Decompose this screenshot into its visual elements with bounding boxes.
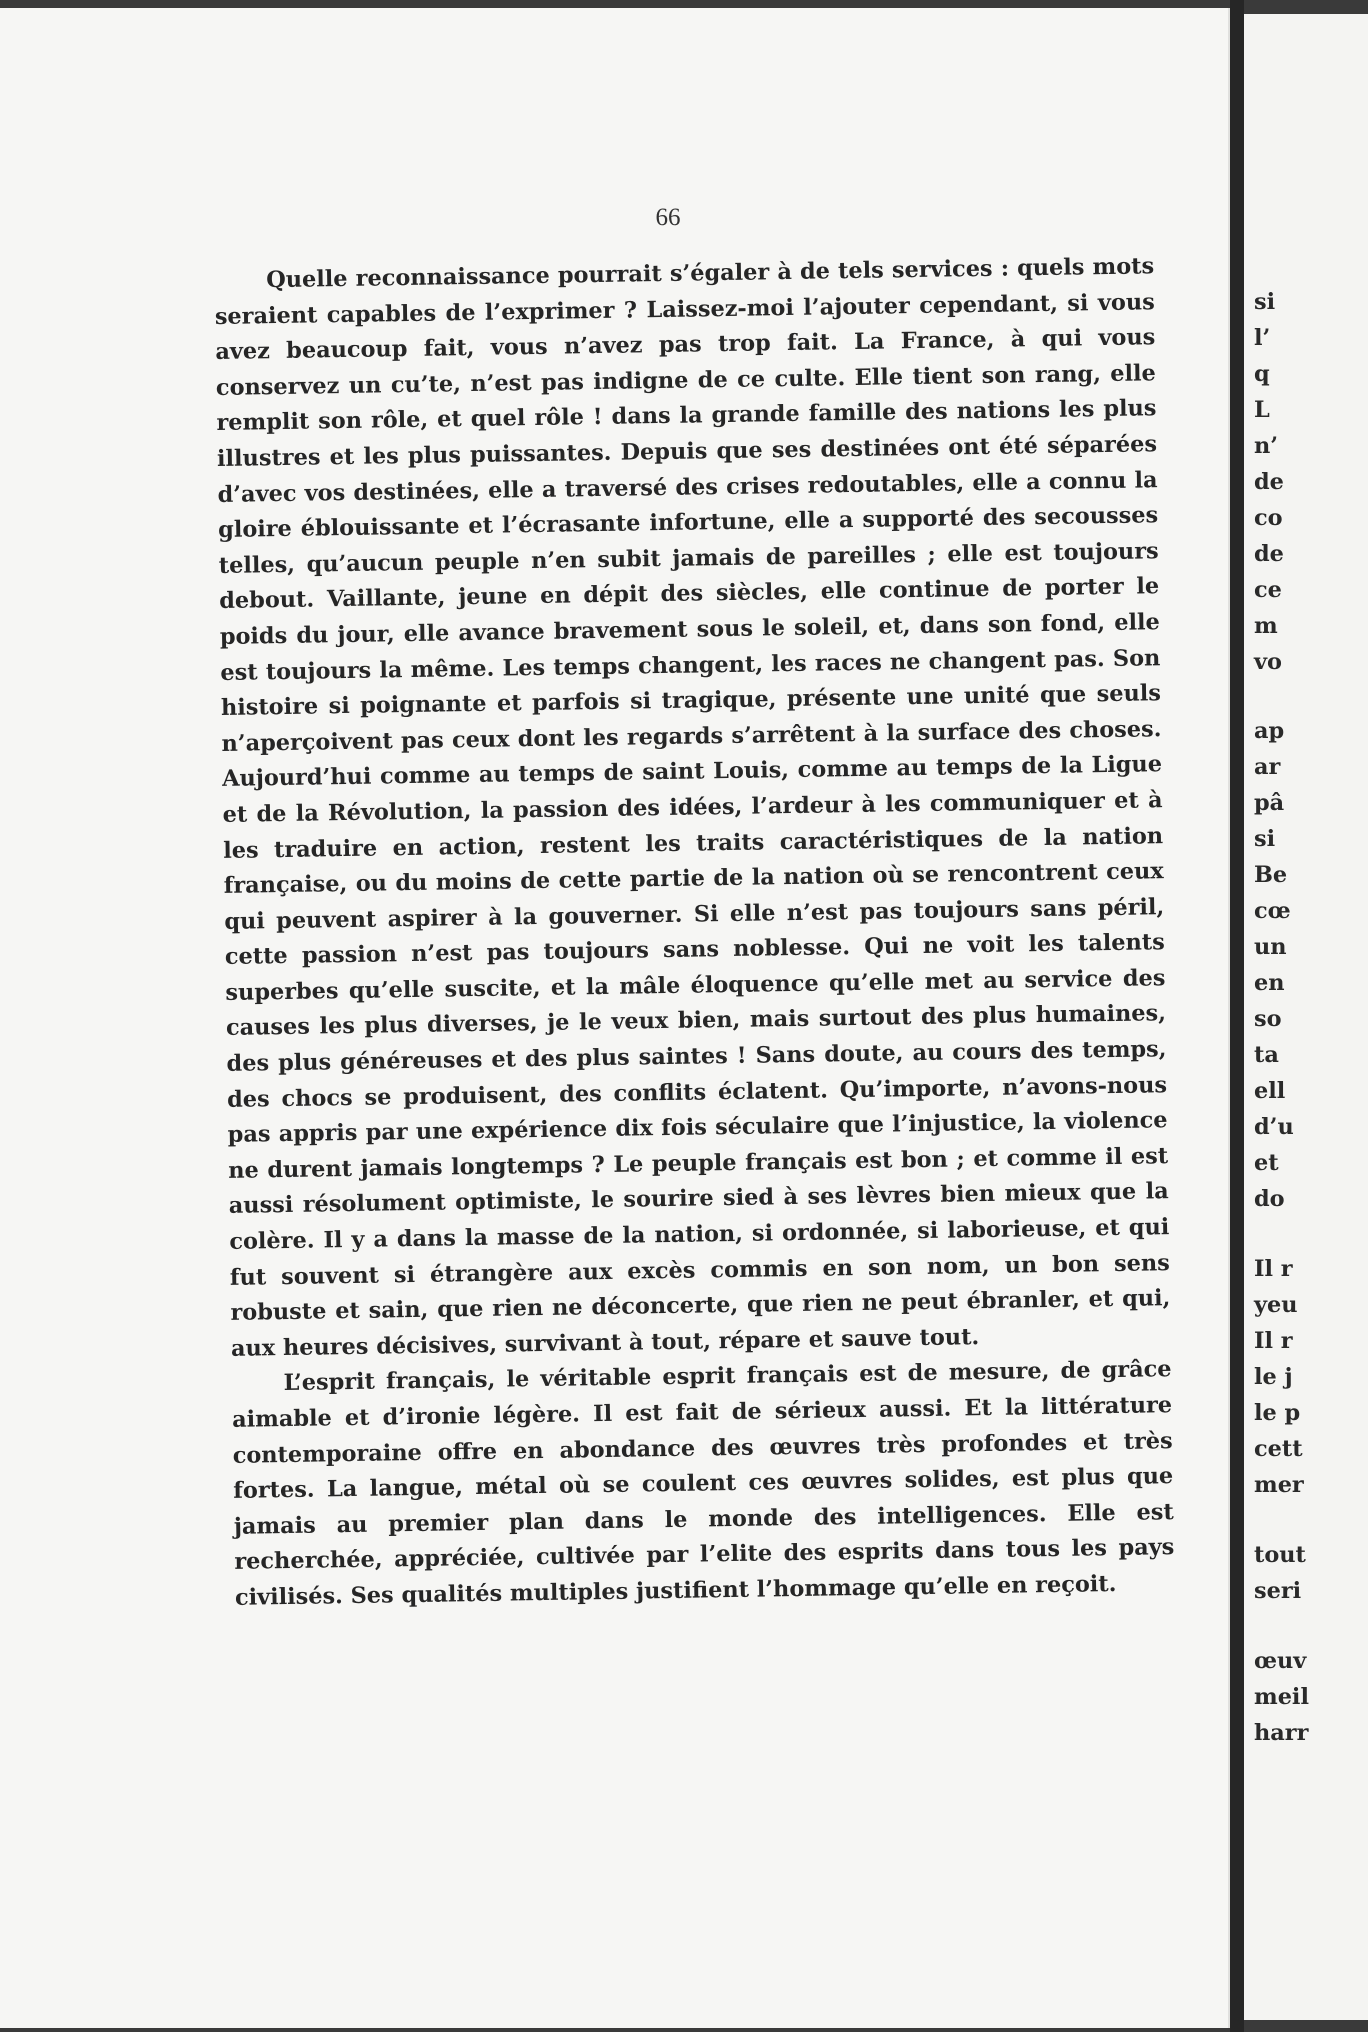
- facing-page-line: Il r: [1254, 1328, 1293, 1354]
- facing-page-line: œuv: [1254, 1648, 1307, 1674]
- paragraph-1: Quelle reconnaissance pourrait s’égaler à de tels services : quels mots seraient capables de l’exprimer ? Laissez-moi l’ajouter cependant, si vous avez beaucoup fait, vous n’avez pas trop fait. La France, à qui vous conservez un cu’te, n’est pas indigne de ce culte. Elle tient son rang, elle remplit son rôle, et quel rôle ! dans la grande famille des nations les plus illustres et les plus puissantes. Depuis que ses destinées ont été séparées d’avec vos destinées, elle a traversé des crises redoutables, elle a connu la gloire éblouissante et l’écrasante infortune, elle a supporté des secousses telles, qu’aucun peuple n’en subit jamais de pareilles ; elle est toujours debout. Vaillante, jeune en dépit des siècles, elle continue de porter le poids du jour, elle avance bravement sous le soleil, et, dans son fond, elle est toujours la même. Les temps changent, les races ne changent pas. Son histoire si poignante et parfois si tragique, présente une unité que seuls n’aperçoivent pas ceux dont les regards s’arrêtent à la surface des choses. Aujourd’hui comme au temps de saint Louis, comme au temps de la Ligue et de la Révolution, la passion des idées, l’ardeur à les communiquer et à les traduire en action, restent les traits caractéristiques de la nation française, ou du moins de cette partie de la nation où se rencontrent ceux qui peuvent aspirer à la gouverner. Si elle n’est pas toujours sans péril, cette passion n’est pas toujours sans noblesse. Qui ne voit les talents superbes qu’elle suscite, et la mâle éloquence qu’elle met au service des causes les plus diverses, je le veux bien, mais surtout des plus humaines, des plus généreuses et des plus saintes ! Sans doute, au cours des temps, des chocs se produisent, des conflits éclatent. Qu’importe, n’avons-nous pas appris par une expérience dix fois séculaire que l’injustice, la violence ne durent jamais longtemps ? Le peuple français est bon ; et comme il est aussi résolument optimiste, le sourire sied à ses lèvres bien mieux que la colère. Il y a dans la masse de la nation, si ordonnée, si laborieuse, et qui fut souvent si étrangère aux excès commis en son nom, un bon sens robuste et sain, que rien ne déconcerte, que rien ne peut ébranler, et qui, aux heures décisives, survivant à tout, répare et sauve tout.: [214, 253, 1171, 1362]
- left-page: [0, 8, 1230, 2028]
- facing-page-line: ce: [1254, 577, 1282, 603]
- facing-page-line: cett: [1254, 1436, 1303, 1462]
- paragraph-2: L’esprit français, le véritable esprit français est de mesure, de grâce aimable et d’ironie légère. Il est fait de sérieux aussi. Et la littérature contemporaine offre en abondance des œuvres très profondes et très fortes. La langue, métal où se coulent ces œuvres solides, est plus que jamais au premier plan dans le monde des intelligences. Elle est recherchée, appréciée, cultivée par l’elite des esprits dans tous les pays civilisés. Ses qualités multiples justifient l’hommage qu’elle en reçoit.: [231, 1356, 1175, 1611]
- facing-page-line: en: [1254, 970, 1285, 996]
- facing-page-line: meil: [1254, 1684, 1309, 1710]
- facing-page-line: Il r: [1254, 1256, 1293, 1282]
- facing-page-line: l’: [1254, 325, 1271, 351]
- facing-page-line: q: [1254, 361, 1270, 387]
- facing-page-line: Be: [1254, 862, 1288, 888]
- facing-page-line: n’: [1254, 433, 1279, 459]
- facing-page-line: si: [1254, 826, 1276, 852]
- facing-page-line: le j: [1254, 1364, 1293, 1390]
- facing-page-line: et: [1254, 1150, 1279, 1176]
- facing-page-line: tout: [1254, 1542, 1306, 1568]
- facing-page-line: ar: [1254, 754, 1281, 780]
- facing-page-line: do: [1254, 1186, 1285, 1212]
- facing-page-line: de: [1254, 469, 1284, 495]
- facing-page-line: m: [1254, 613, 1278, 639]
- page-body: [214, 249, 1175, 1616]
- book-gutter: [1230, 0, 1244, 2032]
- facing-page-line: un: [1254, 934, 1287, 960]
- facing-page-line: ap: [1254, 718, 1285, 744]
- facing-page-line: yeu: [1254, 1292, 1298, 1318]
- facing-page-line: ta: [1254, 1042, 1279, 1068]
- facing-page-line: L: [1254, 397, 1270, 423]
- facing-page-line: vo: [1254, 649, 1282, 675]
- facing-page-line: le p: [1254, 1400, 1301, 1426]
- facing-page-line: so: [1254, 1006, 1282, 1032]
- facing-page-line: co: [1254, 505, 1283, 531]
- facing-page-line: harr: [1254, 1720, 1309, 1746]
- facing-page-line: ell: [1254, 1078, 1286, 1104]
- facing-page-line: si: [1254, 289, 1276, 315]
- facing-page-line: de: [1254, 541, 1284, 567]
- facing-page-line: cœ: [1254, 898, 1291, 924]
- facing-page-line: pâ: [1254, 790, 1285, 816]
- facing-page-line: seri: [1254, 1578, 1302, 1604]
- facing-page: [1244, 14, 1368, 2020]
- facing-page-line: mer: [1254, 1472, 1304, 1498]
- facing-page-line: d’u: [1254, 1114, 1294, 1140]
- page-number: 66: [655, 204, 681, 231]
